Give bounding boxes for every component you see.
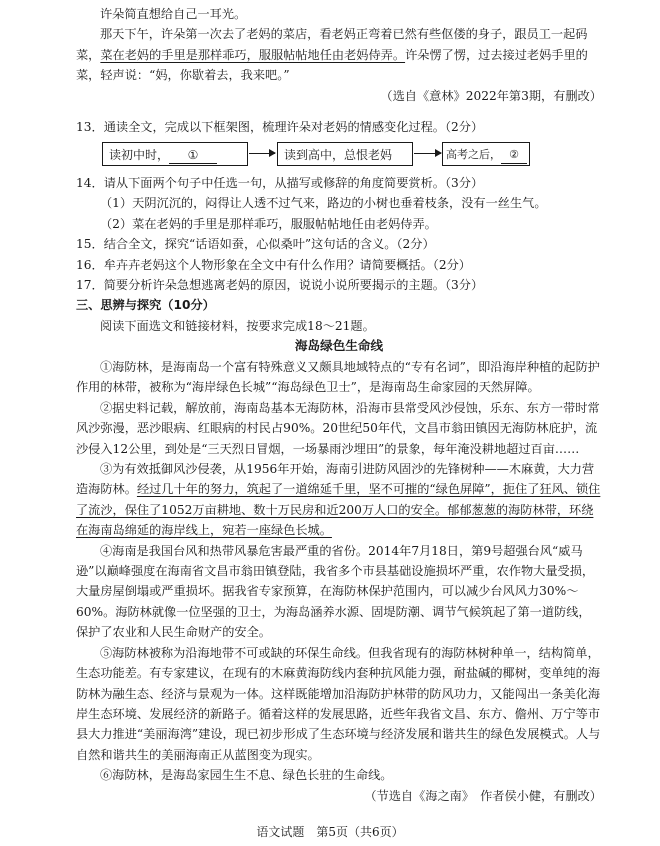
flow-box-3-prefix: 高考之后，: [446, 148, 501, 161]
paragraph-3-underlined: 经过几十年的努力，筑起了一道绵延千里，坚不可摧的“绿色屏障”，扼住了狂风、锁住了流沙，保住了1052万亩耕地、数十万民房和近200万人口的安全。郁郁葱葱的海防林带，环绕在海南岛绵延的海岸线上，宛若一座绿色长城。: [76, 482, 601, 538]
story-line-1: 许朵简直想给自己一耳光。: [100, 7, 247, 21]
page-footer: 语文试题 第5页（共6页）: [256, 825, 404, 839]
article-paragraph-6: ⑥海防林，是海岛家园生生不息、绿色长驻的生命线。: [100, 768, 393, 783]
article-title: 海岛绿色生命线: [294, 338, 384, 354]
paragraph-3-text: ③为有效抵御风沙侵袭，从1956年开始，海南引进防风固沙的先锋树种——木麻黄，大力营造海防林。: [76, 462, 595, 497]
question-16-text: 16．牟卉卉老妈这个人物形象在全文中有什么作用？请简要概括。（2分）: [76, 257, 471, 272]
story-text-b: 许朵愣了愣，过去接过老妈手里的菜，轻声说：“妈，你歇着去，我来吧。”: [76, 47, 588, 83]
questions-14-17: [76, 173, 602, 357]
question-15-text: 15．结合全文，探究“话语如蚕，心似桑叶”这句话的含义。（2分）: [76, 237, 435, 252]
question-13: [76, 117, 602, 137]
flow-arrow-icon: [249, 153, 275, 154]
story-source: （选自《意林》2022年第3期，有删改）: [380, 88, 602, 103]
flow-box-senior-high: 读到高中，总恨老妈: [277, 142, 413, 166]
section-3-intro: 阅读下面选文和链接材料，按要求完成18～21题。: [100, 318, 375, 333]
emotion-flowchart: [102, 142, 530, 168]
flow-box-junior-high: [102, 142, 248, 166]
answer-blank-2[interactable]: ②: [501, 147, 527, 164]
answer-blank-1[interactable]: ①: [169, 147, 217, 164]
question-17-text: 17．简要分析许朵急想逃离老妈的原因，说说小说所要揭示的主题。（3分）: [76, 278, 484, 293]
underlined-sentence: 菜在老妈的手里是那样乖巧，服服帖帖地任由老妈侍弄。: [100, 47, 406, 62]
article-source: （节选自《海之南》 作者侯小健，有删改）: [364, 788, 602, 803]
article-paragraph-2: ②据史料记载，解放前，海南岛基本无海防林，沿海市县常受风沙侵蚀，乐东、东方一带时常风沙弥漫，恶沙眼病、红眼病的村民占90%。20世纪50年代，文昌市翁田镇因无海防林庇护，流沙侵入12公里，到处是“三天烈日冒烟，一场暴雨沙埋田”的景象，每年淹没耕地超过百亩……: [76, 400, 600, 456]
question-13-text: 13．通读全文，完成以下框架图，梳理许朵对老妈的情感变化过程。（2分）: [76, 120, 484, 134]
question-14-sentence-2: （2）菜在老妈的手里是那样乖巧，服服帖帖地任由老妈侍弄。: [100, 216, 437, 231]
article-paragraph-4: ④海南是我国台风和热带风暴危害最严重的省份。2014年7月18日，第9号超强台风“威马逊”以巅峰强度在海南省文昌市翁田镇登陆，我省多个市县基础设施损坏严重，农作物大量受损，大量房屋倒塌或严重损坏。据我省专家预算，在海防林保护范围内，可以减少台风风力30%～60%。海防林就像一位坚强的卫士，为海岛涵养水源、固堤防潮、调节气候筑起了第一道防线，保护了农业和人民生命财产的安全。: [76, 543, 595, 640]
article-paragraph-1: ①海防林，是海南岛一个富有特殊意义又颇具地域特点的“专有名词”，即沿海岸种植的起防护作用的林带，被称为“海岸绿色长城”“海岛绿色卫士”，是海南岛生命家园的天然屏障。: [76, 360, 600, 395]
question-14-text: 14．请从下面两个句子中任选一句，从描写或修辞的角度简要赏析。（3分）: [76, 176, 484, 190]
article-body: [76, 357, 602, 806]
story-text-a: 那天下午，许朵第一次去了老妈的菜店，看老妈正弯着已然有些伛偻的身子，跟员工一起码菜，: [76, 27, 588, 62]
flow-box-1-prefix: 读初中时，: [109, 148, 170, 162]
flow-box-after-exam: [442, 142, 530, 166]
article-paragraph-5: ⑤海防林被称为沿海地带不可或缺的环保生命线。但我省现有的海防林树种单一，结构简单，生态功能差。有专家建议，在现有的木麻黄海防线内套种抗风能力强，耐盐碱的椰树，变单纯的海防林为融生态、经济与景观为一体。这样既能增加沿海防护林带的防风功力，又能闯出一条美化海岸生态环境、发展经济的新路子。循着这样的发展思路，近些年我省文昌、东方、儋州、万宁等市县大力推进“美丽海湾”建设，现已初步形成了生态环境与经济发展和谐共生的绿色发展模式。人与自然和谐共生的美丽海南正从蓝图变为现实。: [76, 645, 601, 762]
section-3-heading: 三、思辨与探究（10分）: [76, 298, 215, 313]
flow-arrow-icon: [414, 153, 441, 154]
story-ending: [76, 4, 602, 106]
story-paragraph: [76, 24, 602, 85]
question-14-sentence-1: （1）天阴沉沉的，闷得让人透不过气来，路边的小树也垂着枝条，没有一丝生气。: [100, 196, 547, 211]
article-paragraph-3: [76, 459, 602, 541]
